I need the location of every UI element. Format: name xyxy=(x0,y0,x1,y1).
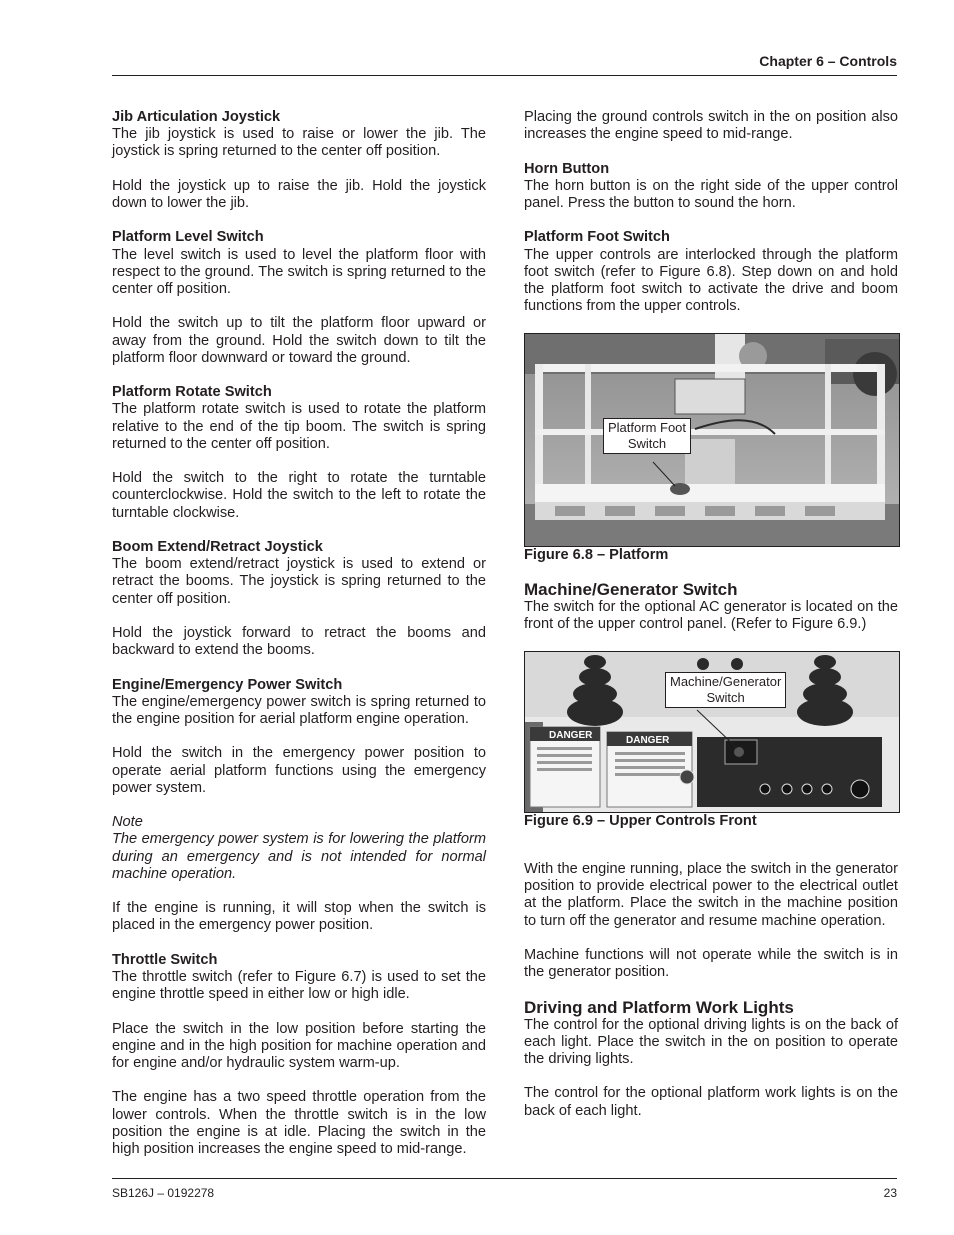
section-heading: Platform Foot Switch xyxy=(524,229,670,246)
section-heading: Engine/Emergency Power Switch xyxy=(112,676,343,693)
paragraph: The upper controls are interlocked through the platform foot switch (refer to Figure 6.8). Step down on and hold the platform foot switch to activate the drive and boom functions from the upper controls. xyxy=(524,246,898,315)
paragraph: Hold the joystick up to raise the jib. Hold the joystick down to lower the jib. xyxy=(112,177,486,211)
footer-rule xyxy=(112,1178,897,1179)
paragraph: The engine has a two speed throttle operation from the lower controls. When the throttle switch is in the low position the engine is at idle. Placing the switch in the high position increases the engine speed to mid-range. xyxy=(112,1089,486,1157)
machine-generator-switch-callout xyxy=(665,672,786,708)
paragraph: The platform rotate switch is used to rotate the platform relative to the end of the tip boom. The switch is spring returned to the center off position. xyxy=(112,401,486,452)
section-heading-large: Driving and Platform Work Lights xyxy=(524,997,794,1017)
section-heading: Horn Button xyxy=(524,160,610,177)
paragraph: Hold the switch in the emergency power position to operate aerial platform functions using the emergency power system. xyxy=(112,745,486,796)
paragraph: The control for the optional driving lights is on the back of each light. Place the switch in the on position to operate the driving lights. xyxy=(524,1016,898,1067)
platform-foot-switch-callout xyxy=(603,418,691,454)
left-column xyxy=(112,109,486,1175)
paragraph: The jib joystick is used to raise or lower the jib. The joystick is spring returned to the center off position. xyxy=(112,126,486,160)
header-rule xyxy=(112,75,897,76)
platform-photo-graphic xyxy=(525,334,899,546)
paragraph: The level switch is used to level the platform floor with respect to the ground. The switch is spring returned to the center off position. xyxy=(112,246,486,297)
paragraph: Machine functions will not operate while the switch is in the generator position. xyxy=(524,946,898,981)
callout-line: Switch xyxy=(706,689,745,705)
paragraph: Hold the switch to the right to rotate the turntable counterclockwise. Hold the switch to the left to rotate the turntable clockwise. xyxy=(112,470,486,521)
page-header-title: Chapter 6 – Controls xyxy=(759,53,897,69)
section-heading: Throttle Switch xyxy=(112,951,218,968)
paragraph: The horn button is on the right side of the upper control panel. Press the button to sound the horn. xyxy=(524,177,898,211)
section-heading: Boom Extend/Retract Joystick xyxy=(112,538,323,555)
paragraph: With the engine running, place the switch in the generator position to provide electrical power to the electrical outlet at the platform. Place the switch in the machine position to turn off the generator and resume machine operation. xyxy=(524,860,898,929)
section-heading-large: Machine/Generator Switch xyxy=(524,579,738,599)
section-heading: Jib Articulation Joystick xyxy=(112,109,281,125)
note-text: The emergency power system is for lowering the platform during an emergency and is not intended for normal machine operation. xyxy=(112,831,486,882)
platform-photo xyxy=(524,333,900,547)
upper-controls-photo xyxy=(524,651,900,813)
right-column xyxy=(524,109,898,1137)
paragraph: Placing the ground controls switch in the on position also increases the engine speed to mid-range. xyxy=(524,109,898,143)
paragraph: The control for the optional platform work lights is on the back of each light. xyxy=(524,1085,898,1119)
danger-label: DANGER xyxy=(549,729,593,741)
page-number: 23 xyxy=(883,1186,897,1200)
paragraph: If the engine is running, it will stop when the switch is placed in the emergency power position. xyxy=(112,900,486,934)
callout-line: Switch xyxy=(627,435,667,451)
danger-label: DANGER xyxy=(626,734,670,746)
section-heading: Platform Rotate Switch xyxy=(112,384,272,401)
figure-caption: Figure 6.9 – Upper Controls Front xyxy=(524,812,757,829)
callout-line: Platform Foot xyxy=(608,419,687,435)
section-heading: Platform Level Switch xyxy=(112,229,264,246)
callout-line: Machine/Generator xyxy=(670,673,782,689)
note-label: Note xyxy=(112,814,143,831)
paragraph: The engine/emergency power switch is spring returned to the engine position for aerial platform engine operation. xyxy=(112,693,486,727)
document-number: SB126J – 0192278 xyxy=(112,1186,215,1200)
paragraph: Place the switch in the low position before starting the engine and in the high position for machine operation and for engine and/or hydraulic system warm-up. xyxy=(112,1020,486,1071)
paragraph: The throttle switch (refer to Figure 6.7) is used to set the engine throttle speed in either low or high idle. xyxy=(112,968,486,1003)
paragraph: The boom extend/retract joystick is used to extend or retract the booms. The joystick is spring returned to the center off position. xyxy=(112,556,486,607)
paragraph: Hold the joystick forward to retract the booms and backward to extend the booms. xyxy=(112,624,486,659)
paragraph: Hold the switch up to tilt the platform floor upward or away from the ground. Hold the switch down to tilt the platform floor downward or toward the ground. xyxy=(112,315,486,366)
paragraph: The switch for the optional AC generator is located on the front of the upper control panel. (Refer to Figure 6.9.) xyxy=(524,598,898,633)
figure-caption: Figure 6.8 – Platform xyxy=(524,546,669,563)
